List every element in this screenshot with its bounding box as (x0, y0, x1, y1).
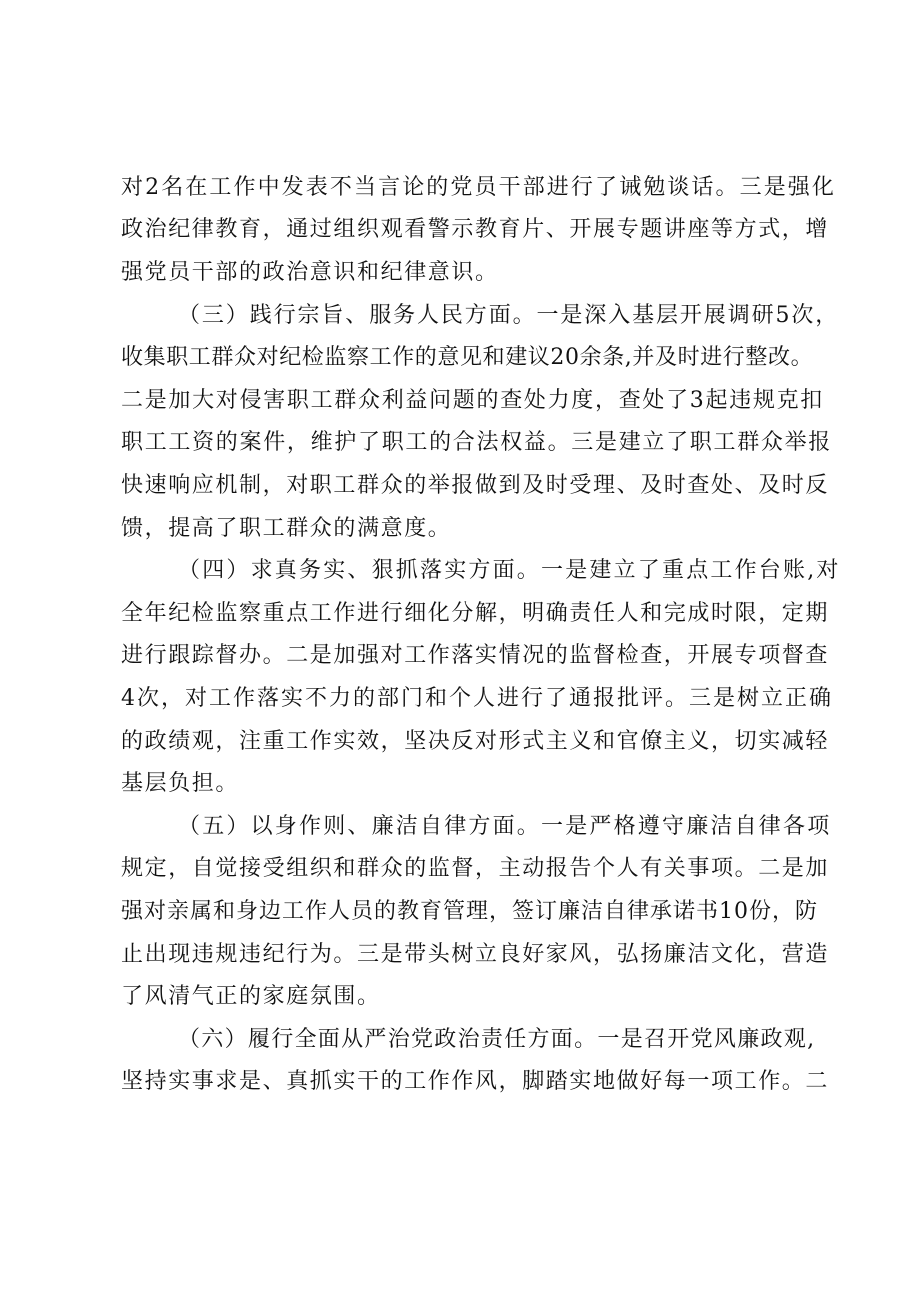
text-line: 基层负担。 (121, 771, 240, 796)
text-line: 政治纪律教育，通过组织观看警示教育片、开展专题讲座等方式，增 (121, 217, 830, 242)
text-line: 全年纪检监察重点工作进行细化分解，明确责任人和完成时限，定期 (121, 601, 830, 626)
text-line: 强党员干部的政治意识和纪律意识。 (121, 260, 499, 285)
text-line: 收集职工群众对纪检监察工作的意见和建议20余条,并及时进行整改。 (121, 345, 814, 370)
text-line: （五）以身作则、廉洁自律方面。一是严格遵守廉洁自律各项 (178, 814, 832, 839)
text-line: 对2名在工作中发表不当言论的党员干部进行了诫勉谈话。三是强化 (121, 175, 836, 200)
text-line: 了风清气正的家庭氛围。 (121, 984, 381, 1009)
text-line: （六）履行全面从严治党政治责任方面。一是召开党风廉政观, (178, 1027, 816, 1052)
text-line: 馈，提高了职工群众的满意度。 (121, 516, 452, 541)
text-line: 的政绩观，注重工作实效，坚决反对形式主义和官僚主义，切实减轻 (121, 729, 830, 754)
text-line: 坚持实事求是、真抓实干的工作作风，脚踏实地做好每一项工作。二 (121, 1069, 830, 1094)
text-line: 规定，自觉接受组织和群众的监督，主动报告个人有关事项。二是加 (121, 856, 830, 881)
text-line: 二是加大对侵害职工群众利益问题的查处力度，查处了3起违规克扣 (121, 388, 824, 413)
text-line: （三）践行宗旨、服务人民方面。一是深入基层开展调研5次， (178, 303, 840, 328)
text-line: 职工工资的案件，维护了职工的合法权益。三是建立了职工群众举报 (121, 430, 833, 455)
text-line: 强对亲属和身边工作人员的教育管理，签订廉洁自律承诺书10份，防 (121, 899, 818, 924)
text-line: 止出现违规违纪行为。三是带头树立良好家风，弘扬廉洁文化，营造 (121, 942, 830, 967)
text-line: 快速响应机制，对职工群众的举报做到及时受理、及时查处、及时反 (121, 473, 830, 498)
text-line: 进行跟踪督办。二是加强对工作落实情况的监督检查，开展专项督查 (121, 643, 830, 668)
text-line: （四）求真务实、狠抓落实方面。一是建立了重点工作台账,对 (178, 558, 841, 583)
text-line: 4次，对工作落实不力的部门和个人进行了通报批评。三是树立正确 (121, 686, 833, 711)
